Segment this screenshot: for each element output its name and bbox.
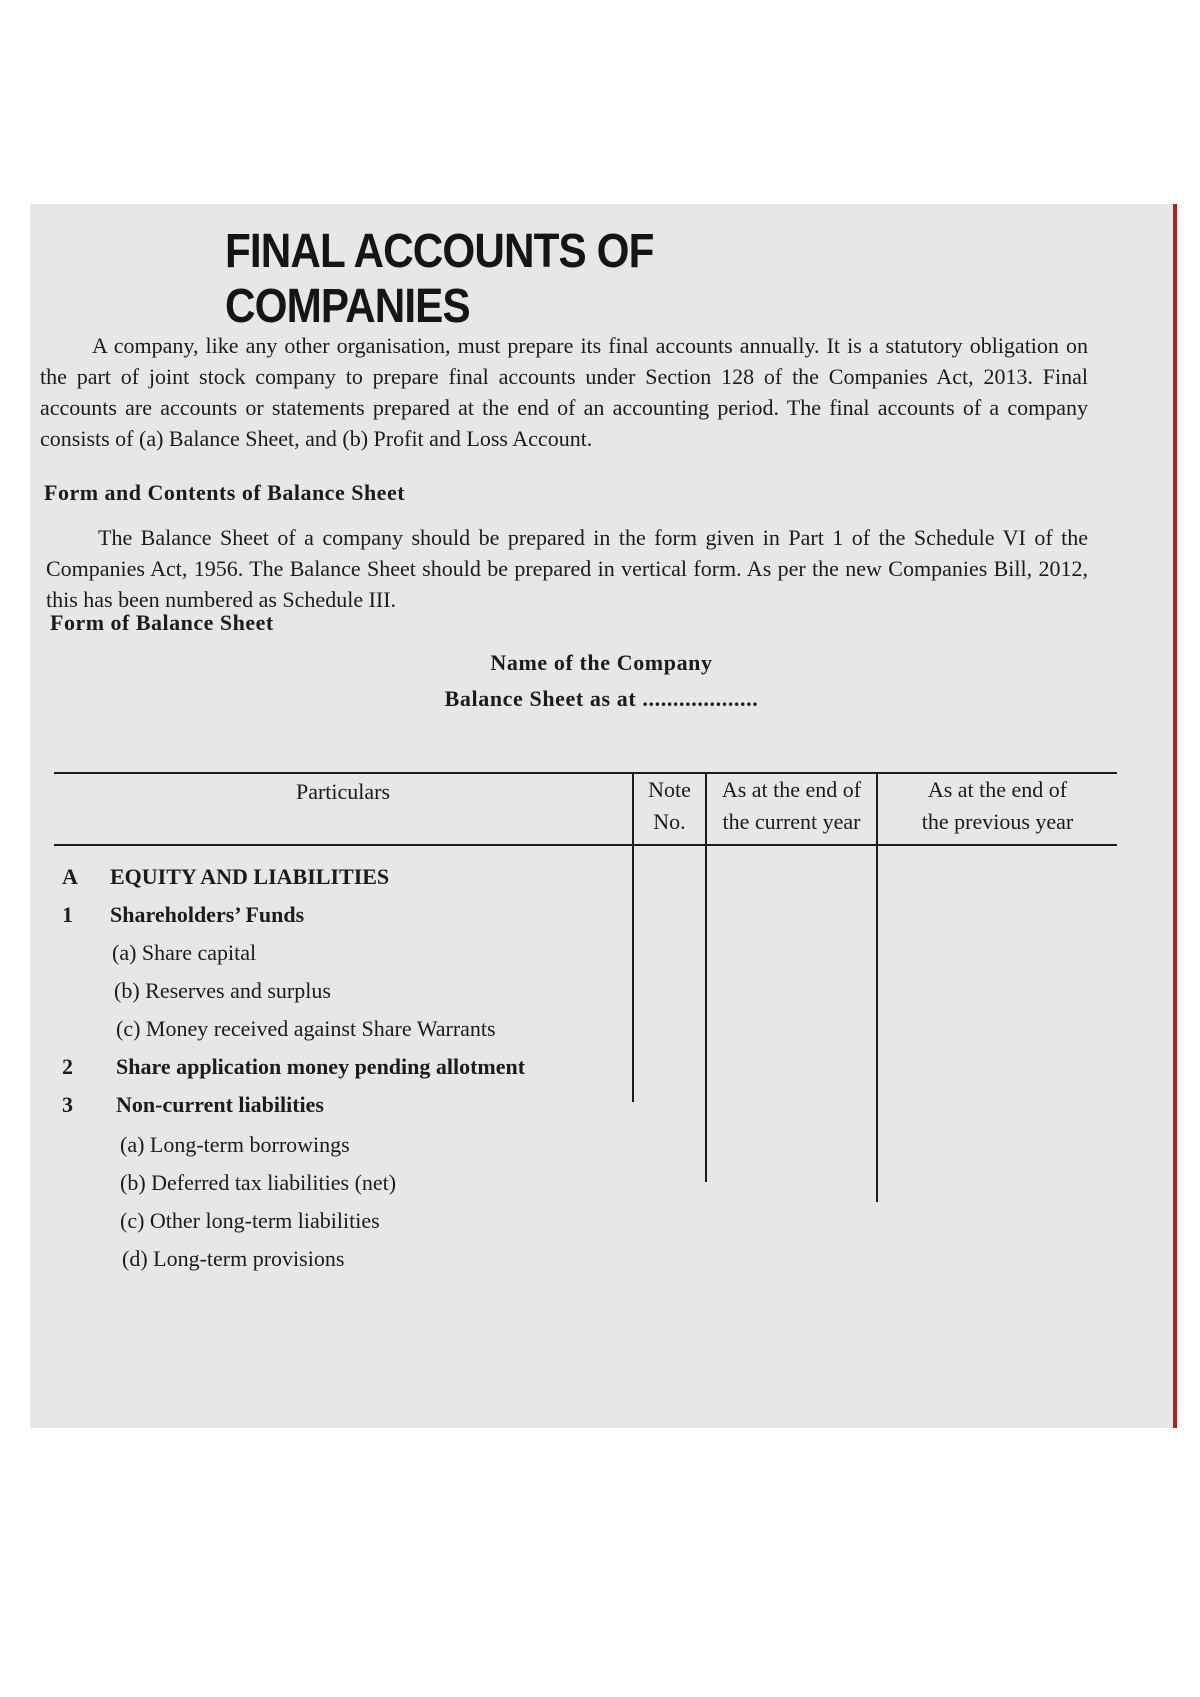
document-page [30,204,1177,1428]
row-label: (d) Long-term provisions [122,1246,345,1271]
row-label: Shareholders’ Funds [110,902,305,927]
section-heading-form-contents: Form and Contents of Balance Sheet [44,480,406,505]
row-label: (c) Other long-term liabilities [120,1208,380,1233]
header-note-line1: Note [648,777,691,802]
header-previous-line2: the previous year [921,809,1074,834]
row-label: (a) Share capital [112,940,257,965]
section-heading-form: Form of Balance Sheet [50,610,274,635]
row-number: 1 [62,902,73,927]
balance-sheet-table [54,772,1117,1294]
row-label: (b) Deferred tax liabilities (net) [120,1170,397,1195]
row-label: EQUITY AND LIABILITIES [110,864,390,889]
header-current-year [707,774,876,838]
table-header-rule [54,844,1117,846]
header-particulars: Particulars [295,779,391,804]
header-note-line2: No. [653,809,686,834]
company-name: Name of the Company [490,650,713,675]
row-number: 2 [62,1054,73,1079]
header-note-no [634,774,705,838]
page-title: FINAL ACCOUNTS OF COMPANIES [225,225,654,333]
header-previous-year [878,774,1117,838]
row-label: Non-current liabilities [116,1092,324,1117]
header-current-line2: the current year [722,809,861,834]
row-label: (c) Money received against Share Warrants [116,1016,496,1041]
header-current-line1: As at the end of [721,777,862,802]
row-number: 3 [62,1092,73,1117]
intro-text: A company, like any other organisation, must prepare its final accounts annually. It is a statutory obligation on the part of joint stock company to prepare final accounts under Section 128 of the Companies Act, 2013. Final accounts are accounts or statements prepared at the end of an accounting period. The final accounts of a company consists of (a) Balance Sheet, and (b) Profit and Loss Account. [40,333,1088,451]
balance-sheet-date: Balance Sheet as at ................... [444,686,759,711]
row-number: A [62,864,78,889]
section-paragraph [46,522,1088,615]
section-text: The Balance Sheet of a company should be prepared in the form given in Part 1 of the Schedule VI of the Companies Act, 1956. The Balance Sheet should be prepared in vertical form. As per the new Companies Bill, 2012, this has been numbered as Schedule III. [46,525,1088,612]
row-label: (b) Reserves and surplus [114,978,331,1003]
row-label: Share application money pending allotment [116,1054,526,1079]
row-label: (a) Long-term borrowings [120,1132,350,1157]
header-previous-line1: As at the end of [927,777,1068,802]
intro-paragraph [40,330,1088,454]
